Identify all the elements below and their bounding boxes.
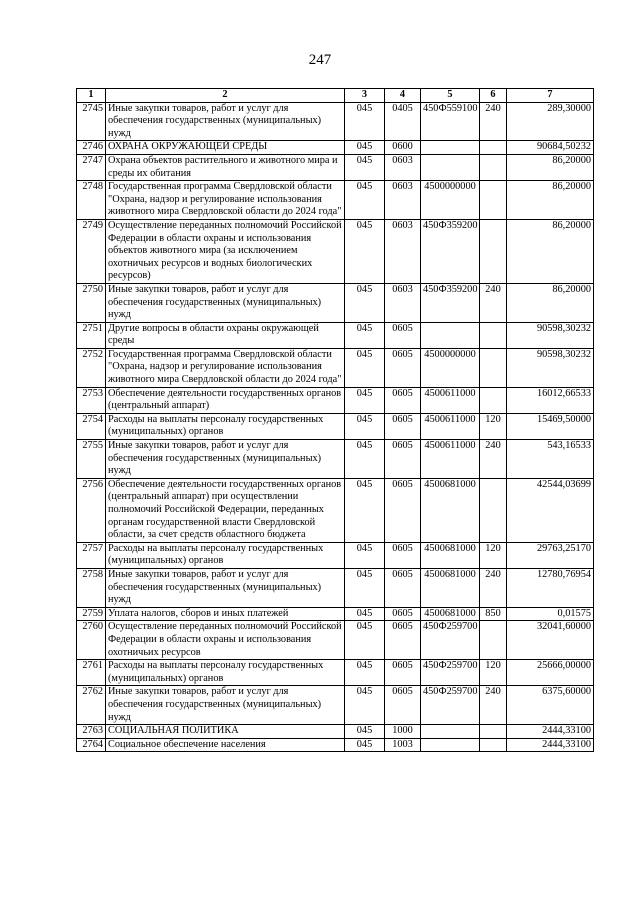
row-target-code: 4500681000 — [421, 478, 480, 542]
table-row — [77, 738, 594, 752]
row-ministry-code: 045 — [345, 283, 385, 322]
row-description: Иные закупки товаров, работ и услуг для обеспечения государственных (муниципальных) нужд — [106, 686, 345, 725]
row-description: Государственная программа Свердловской области "Охрана, надзор и регулирование использования животного мира Свердловской области до 2024 года" — [106, 348, 345, 387]
row-number: 2749 — [77, 219, 106, 283]
row-description: Расходы на выплаты персоналу государственных (муниципальных) органов — [106, 542, 345, 568]
header-col-3: 3 — [345, 89, 385, 103]
row-ministry-code: 045 — [345, 686, 385, 725]
row-target-code: 450Ф259700 — [421, 621, 480, 660]
row-target-code: 450Ф259700 — [421, 686, 480, 725]
row-number: 2763 — [77, 725, 106, 739]
row-section-code: 0605 — [385, 621, 421, 660]
row-number: 2747 — [77, 154, 106, 180]
page-number: 247 — [308, 52, 332, 68]
row-section-code: 0603 — [385, 181, 421, 220]
header-col-7: 7 — [507, 89, 594, 103]
table-row — [77, 102, 594, 141]
row-section-code: 1003 — [385, 738, 421, 752]
table-row — [77, 154, 594, 180]
row-number: 2756 — [77, 478, 106, 542]
row-description: Государственная программа Свердловской области "Охрана, надзор и регулирование использования животного мира Свердловской области до 2024 года" — [106, 181, 345, 220]
row-amount: 90598,30232 — [507, 348, 594, 387]
table-row — [77, 568, 594, 607]
row-amount: 25666,00000 — [507, 660, 594, 686]
row-target-code: 450Ф359200 — [421, 219, 480, 283]
row-amount: 15469,50000 — [507, 413, 594, 439]
row-expense-type: 240 — [480, 440, 507, 479]
row-number: 2757 — [77, 542, 106, 568]
row-section-code: 1000 — [385, 725, 421, 739]
row-number: 2754 — [77, 413, 106, 439]
row-amount: 86,20000 — [507, 219, 594, 283]
row-amount: 86,20000 — [507, 181, 594, 220]
row-expense-type — [480, 387, 507, 413]
row-target-code: 4500611000 — [421, 440, 480, 479]
row-number: 2748 — [77, 181, 106, 220]
row-ministry-code: 045 — [345, 738, 385, 752]
row-number: 2762 — [77, 686, 106, 725]
row-description: Иные закупки товаров, работ и услуг для обеспечения государственных (муниципальных) нужд — [106, 568, 345, 607]
row-number: 2745 — [77, 102, 106, 141]
row-description: Обеспечение деятельности государственных органов (центральный аппарат) при осуществлении полномочий Российской Федерации, переданных органам государственной власти Свердловской области, за счет средств областного бюджета — [106, 478, 345, 542]
row-description: Иные закупки товаров, работ и услуг для обеспечения государственных (муниципальных) нужд — [106, 102, 345, 141]
row-expense-type: 240 — [480, 283, 507, 322]
row-section-code: 0605 — [385, 440, 421, 479]
table-row — [77, 686, 594, 725]
row-description: Другие вопросы в области охраны окружающей среды — [106, 322, 345, 348]
row-ministry-code: 045 — [345, 322, 385, 348]
row-ministry-code: 045 — [345, 478, 385, 542]
row-number: 2752 — [77, 348, 106, 387]
table-row — [77, 542, 594, 568]
row-target-code: 450Ф359200 — [421, 283, 480, 322]
row-section-code: 0405 — [385, 102, 421, 141]
row-section-code: 0603 — [385, 154, 421, 180]
row-expense-type — [480, 154, 507, 180]
row-ministry-code: 045 — [345, 568, 385, 607]
row-expense-type — [480, 348, 507, 387]
row-amount: 90684,50232 — [507, 141, 594, 155]
row-ministry-code: 045 — [345, 542, 385, 568]
row-amount: 12780,76954 — [507, 568, 594, 607]
row-amount: 86,20000 — [507, 283, 594, 322]
budget-table — [76, 88, 594, 752]
row-description: Осуществление переданных полномочий Российской Федерации в области охраны и использования объектов животного мира (за исключением охотничьих ресурсов и водных биологических ресурсов) — [106, 219, 345, 283]
row-description: СОЦИАЛЬНАЯ ПОЛИТИКА — [106, 725, 345, 739]
row-description: Расходы на выплаты персоналу государственных (муниципальных) органов — [106, 660, 345, 686]
header-col-1: 1 — [77, 89, 106, 103]
row-ministry-code: 045 — [345, 607, 385, 621]
row-ministry-code: 045 — [345, 725, 385, 739]
row-target-code — [421, 322, 480, 348]
row-ministry-code: 045 — [345, 181, 385, 220]
row-section-code: 0605 — [385, 660, 421, 686]
row-description: ОХРАНА ОКРУЖАЮЩЕЙ СРЕДЫ — [106, 141, 345, 155]
row-expense-type: 120 — [480, 542, 507, 568]
row-ministry-code: 045 — [345, 219, 385, 283]
row-section-code: 0600 — [385, 141, 421, 155]
row-section-code: 0605 — [385, 387, 421, 413]
row-expense-type — [480, 621, 507, 660]
row-section-code: 0605 — [385, 542, 421, 568]
row-ministry-code: 045 — [345, 141, 385, 155]
row-description: Обеспечение деятельности государственных органов (центральный аппарат) — [106, 387, 345, 413]
row-section-code: 0603 — [385, 219, 421, 283]
row-amount: 42544,03699 — [507, 478, 594, 542]
row-section-code: 0605 — [385, 478, 421, 542]
row-expense-type: 850 — [480, 607, 507, 621]
row-ministry-code: 045 — [345, 154, 385, 180]
row-expense-type — [480, 181, 507, 220]
row-ministry-code: 045 — [345, 387, 385, 413]
row-description: Расходы на выплаты персоналу государственных (муниципальных) органов — [106, 413, 345, 439]
row-section-code: 0605 — [385, 686, 421, 725]
row-description: Осуществление переданных полномочий Российской Федерации в области охраны и использования охотничьих ресурсов — [106, 621, 345, 660]
row-amount: 29763,25170 — [507, 542, 594, 568]
row-expense-type: 120 — [480, 413, 507, 439]
row-expense-type — [480, 219, 507, 283]
row-expense-type — [480, 738, 507, 752]
row-number: 2764 — [77, 738, 106, 752]
table-row — [77, 478, 594, 542]
row-section-code: 0605 — [385, 348, 421, 387]
header-col-4: 4 — [385, 89, 421, 103]
row-target-code — [421, 725, 480, 739]
row-expense-type: 240 — [480, 568, 507, 607]
row-amount: 0,01575 — [507, 607, 594, 621]
row-expense-type — [480, 478, 507, 542]
row-number: 2758 — [77, 568, 106, 607]
row-target-code — [421, 738, 480, 752]
header-col-6: 6 — [480, 89, 507, 103]
row-section-code: 0605 — [385, 568, 421, 607]
row-description: Охрана объектов растительного и животного мира и среды их обитания — [106, 154, 345, 180]
table-row — [77, 607, 594, 621]
row-number: 2753 — [77, 387, 106, 413]
row-section-code: 0603 — [385, 283, 421, 322]
row-number: 2761 — [77, 660, 106, 686]
row-ministry-code: 045 — [345, 102, 385, 141]
row-target-code: 4500681000 — [421, 607, 480, 621]
row-target-code: 4500000000 — [421, 181, 480, 220]
row-number: 2746 — [77, 141, 106, 155]
table-row — [77, 181, 594, 220]
row-target-code: 4500000000 — [421, 348, 480, 387]
row-description: Иные закупки товаров, работ и услуг для обеспечения государственных (муниципальных) нужд — [106, 283, 345, 322]
row-number: 2750 — [77, 283, 106, 322]
row-section-code: 0605 — [385, 322, 421, 348]
row-target-code: 4500681000 — [421, 568, 480, 607]
row-amount: 6375,60000 — [507, 686, 594, 725]
row-amount: 86,20000 — [507, 154, 594, 180]
row-target-code: 4500611000 — [421, 413, 480, 439]
row-amount: 16012,66533 — [507, 387, 594, 413]
row-number: 2759 — [77, 607, 106, 621]
row-expense-type — [480, 725, 507, 739]
row-number: 2751 — [77, 322, 106, 348]
table-row — [77, 141, 594, 155]
row-amount: 2444,33100 — [507, 738, 594, 752]
row-ministry-code: 045 — [345, 348, 385, 387]
row-section-code: 0605 — [385, 607, 421, 621]
row-ministry-code: 045 — [345, 440, 385, 479]
row-expense-type — [480, 322, 507, 348]
table-row — [77, 621, 594, 660]
row-expense-type: 120 — [480, 660, 507, 686]
table-header-row — [77, 89, 594, 103]
table-row — [77, 283, 594, 322]
row-target-code: 450Ф259700 — [421, 660, 480, 686]
row-description: Социальное обеспечение населения — [106, 738, 345, 752]
row-ministry-code: 045 — [345, 413, 385, 439]
table-row — [77, 440, 594, 479]
row-expense-type: 240 — [480, 102, 507, 141]
row-target-code — [421, 141, 480, 155]
header-col-5: 5 — [421, 89, 480, 103]
row-description: Уплата налогов, сборов и иных платежей — [106, 607, 345, 621]
row-amount: 2444,33100 — [507, 725, 594, 739]
table-row — [77, 219, 594, 283]
row-target-code: 4500681000 — [421, 542, 480, 568]
row-section-code: 0605 — [385, 413, 421, 439]
row-number: 2755 — [77, 440, 106, 479]
row-number: 2760 — [77, 621, 106, 660]
table-row — [77, 322, 594, 348]
table-row — [77, 413, 594, 439]
row-target-code: 450Ф559100 — [421, 102, 480, 141]
row-amount: 543,16533 — [507, 440, 594, 479]
header-col-2: 2 — [106, 89, 345, 103]
row-amount: 32041,60000 — [507, 621, 594, 660]
row-ministry-code: 045 — [345, 660, 385, 686]
row-target-code: 4500611000 — [421, 387, 480, 413]
row-expense-type — [480, 141, 507, 155]
table-row — [77, 725, 594, 739]
row-amount: 90598,30232 — [507, 322, 594, 348]
row-description: Иные закупки товаров, работ и услуг для обеспечения государственных (муниципальных) нужд — [106, 440, 345, 479]
row-ministry-code: 045 — [345, 621, 385, 660]
table-row — [77, 387, 594, 413]
row-expense-type: 240 — [480, 686, 507, 725]
row-amount: 289,30000 — [507, 102, 594, 141]
row-target-code — [421, 154, 480, 180]
table-row — [77, 348, 594, 387]
table-row — [77, 660, 594, 686]
